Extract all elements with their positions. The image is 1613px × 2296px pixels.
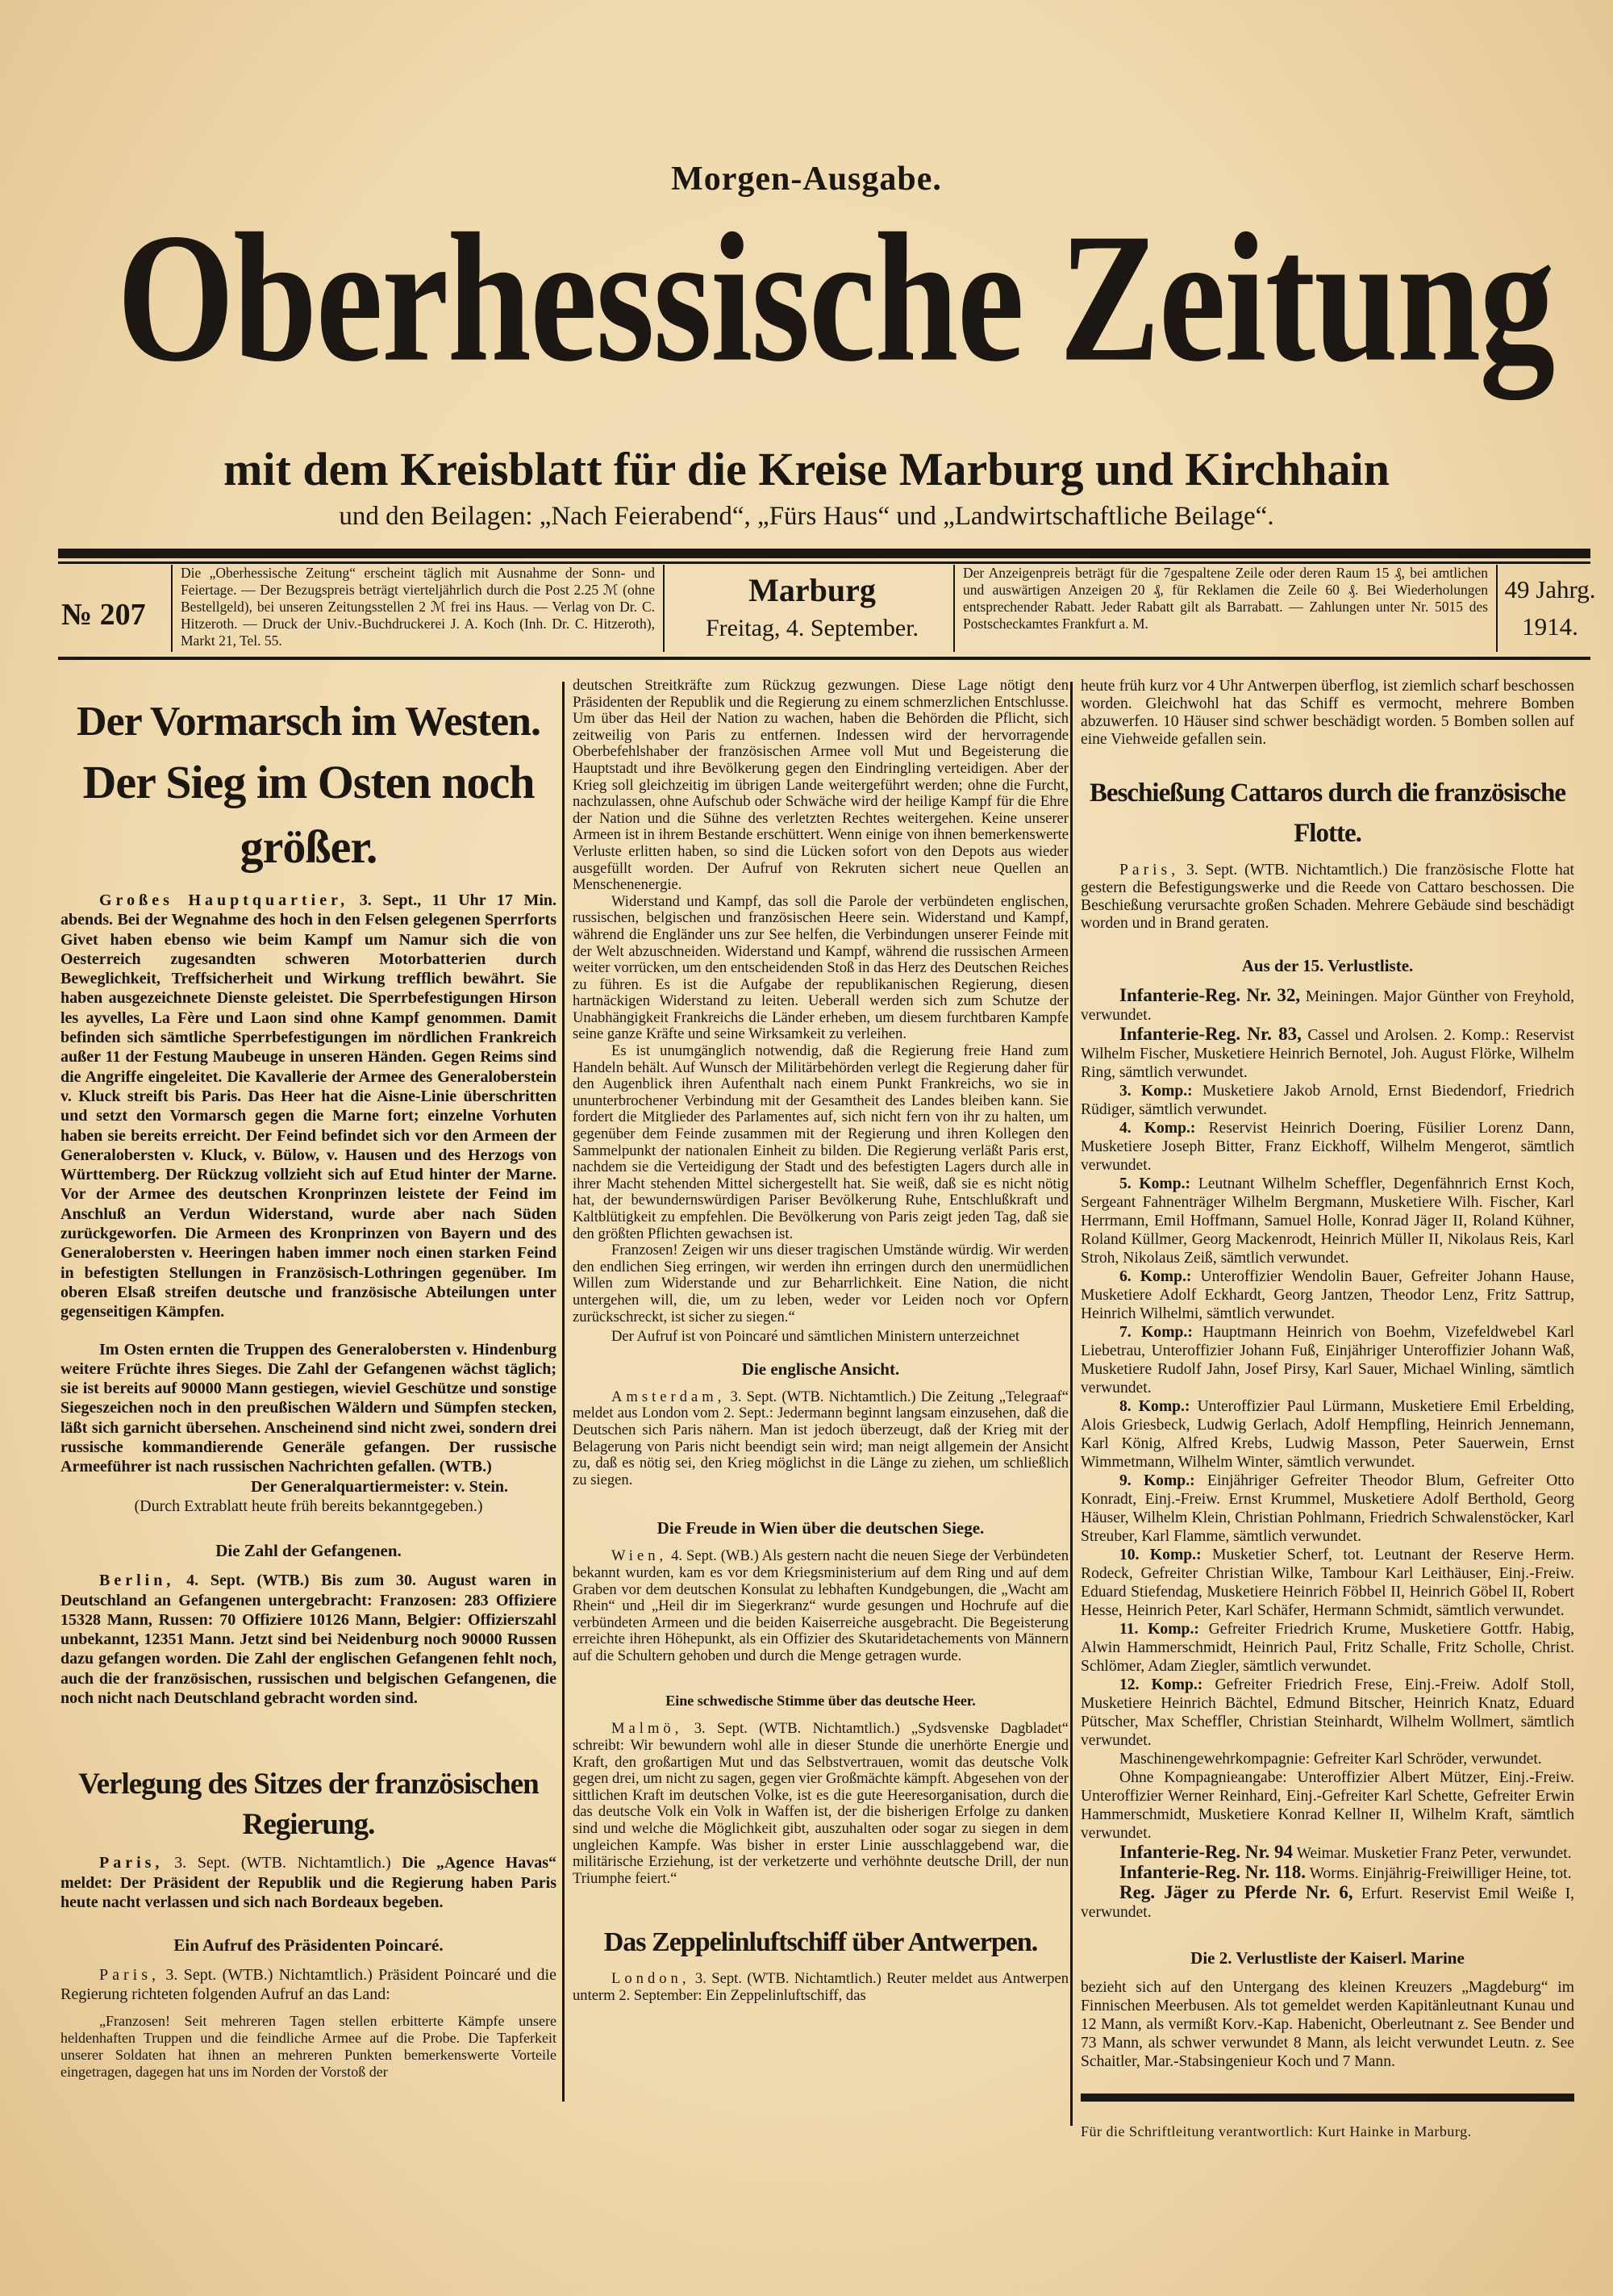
dateline: Malmö, [611,1720,683,1738]
newspaper-title-text: Oberhessische Zeitung [117,195,1554,400]
paragraph-text: 3. Sept. (WTB. Nichtamtlich.) „Sydsvenske Dagbladet“ schreibt: Wir bewundern wohl alle in dieser Stunde die unerhörte Energie und Kraft, den großartigen Mut und das Selbstvertrauen, womit das deutsche Volk gegen drei, um nicht zu sagen, gegen vier Großmächte kämpft. Abgesehen von der sittlichen Kraft im deutschen Volke, ist es die gute Heeresorganisation, durch die das deutsche Volk ein Volk in Waffen ist, der die bisherigen Erfolge zu danken sind und welche die Möglichkeit gibt, auszuhalten oder sogar zu siegen in dem ungleichen Kampfe. Was bisher in erster Linie ausschlaggebend war, die militärische Erziehung, ist der verketzerte und verhöhnte deutsche Drill, der nun Triumphe feiert.“ [573,1720,1069,1887]
casualty-entry [1081,1676,1574,1750]
article-paragraph [1081,862,1574,933]
dateline: Paris, [99,1966,160,1985]
article-paragraph [573,1389,1069,1489]
paragraph-text: 3. Sept. (WTB. Nichtamtlich.) Die Zeitung „Telegraaf“ meldet aus London vom 2. Sept.: Jedermann beginnt langsam einzusehen, daß die Deutschen sich Paris nähern. Man ist jedoch überzeugt, daß der Krieg mit der Belagerung von Paris nicht beendigt sein wird; man neigt allgemein der Ansicht zu, daß es nötig sei, den Krieg möglichst in die Länge zu ziehen, um schließlich zu siegen. [573,1388,1069,1488]
newspaper-subtitle: mit dem Kreisblatt für die Kreise Marburg und Kirchhain [223,443,1390,495]
headline: Das Zeppelinluftschiff über Antwerpen. [603,1927,1038,1958]
paragraph-text: 3. Sept. (WTB.) Nichtamtlich.) Präsident Poincaré und die Regierung richteten folgenden Aufruf an das Land: [60,1966,556,2004]
casualty-entry [1081,1025,1574,1082]
casualty-entry [1081,1863,1574,1883]
dateline: Berlin, [99,1572,175,1590]
dateline: Großes Hauptquartier, [99,891,349,909]
article-paragraph [60,1571,556,1708]
paragraph-text: 3. Sept., 11 Uhr 17 Min. abends. Bei der Wegnahme des hoch in den Felsen gelegenen Sperrforts Givet haben ebenso wie beim Kampf um Namur sich die von Oesterreich zugesandten schweren Motorbatterien durch Beweglichkeit, Treffsicherheit und Wirkung trefflich bewährt. Sie haben ausgezeichnete Dienste geleistet. Die Sperrbefestigungen Hirson les ayvelles, La Fère und Laon sind ohne Kampf genommen. Damit befinden sich sämtliche Sperrbefestigungen im nördlichen Frankreich außer 11 der Festung Maubeuge in unseren Händen. Gegen Reims sind die Angriffe eingeleitet. Die Kavallerie der Armee des Generaloberstein v. Kluck streift bis Paris. Das Heer hat die Aisne-Linie überschritten und setzt den Vormarsch gegen die Marne fort; einzelne Vorhuten haben sie bereits erreicht. Der Feind befindet sich vor den Armeen der Generalobersten v. Kluck, v. Bülow, v. Hausen und des Herzogs von Württemberg. Der Rückzug vollzieht sich auf Etud hinter der Marne. Vor der Armee des deutschen Kronprinzen leistete der Feind im Anschluß an Verdun Widerstand, wurde aber nach Süden zurückgeworfen. Die Armeen des Kronprinzen von Bayern und des Generalobersten v. Heeringen haben immer noch einen starken Feind in befestigten Stellungen in Französisch-Lothringen gegenüber. Im oberen Elsaß streifen deutsche und französische Abteilungen unter gegenseitigen Kämpfen. [60,891,556,1321]
article-paragraph: bezieht sich auf den Untergang des kleinen Kreuzers „Magdeburg“ im Finnischen Meerbusen. Als tot gemeldet werden Kapitänleutnant Kunau und 12 Mann, als vermißt Korv.-Kap. Habenicht, Oberleutnant z. See Bender und 73 Mann, als schwer verwundet 8 Mann, als leicht verwundet Leutn. z. See Schaitler, Mar.-Stabsingenieur Koch und 7 Mann. [1081,1979,1574,2070]
column-3 [1081,678,1574,2141]
casualty-entry [1081,1267,1574,1323]
info-bar [58,565,1596,653]
signature: Der Generalquartiermeister: v. Stein. [251,1477,508,1496]
entry-text: Unteroffizier Wendolin Bauer, Gefreiter Johann Hause, Musketiere Adolf Eckhardt, Georg Jantzen, Theodor Lenz, Fritz Sattrup, Heinrich Wilhelmi, sämtlich verwundet. [1081,1268,1574,1322]
entry-text: Meiningen. Major Günther von Freyhold, verwundet. [1081,988,1574,1024]
entry-text: Maschinengewehrkompagnie: Gefreiter Karl Schröder, verwundet. [1119,1751,1542,1768]
entry-text: Gefreiter Friedrich Frese, Einj.-Freiw. Adolf Stoll, Musketiere Heinrich Bächtel, Edmund Bitscher, Heinrich Knatz, Eduard Pütscher, Max Scheffler, Christian Steinhardt, Wilhelm Wollmert, sämtlich verwundet. [1081,1676,1574,1749]
article-paragraph [60,891,556,1322]
entry-text: Erfurt. Reservist Emil Weiße I, verwundet. [1081,1885,1574,1921]
entry-text: Musketier Scherf, tot. Leutnant der Reserve Herm. Rodeck, Gefreiter Christian Wilke, Tambour Karl Leithäuser, Einj.-Freiw. Eduard Stiefendag, Musketiere Heinrich Föbbel II, Heinrich Göbel II, Robert Hesse, Heinrich Peter, Karl Schäfer, Hermann Schmidt, sämtlich verwundet. [1081,1547,1574,1619]
entry-lead: 9. Komp.: [1119,1472,1195,1489]
entry-lead: Reg. Jäger zu Pferde Nr. 6, [1119,1882,1353,1902]
subheadline: Ein Aufruf des Präsidenten Poincaré. [173,1935,444,1956]
entry-lead: 4. Komp.: [1119,1120,1196,1137]
casualty-entry [1081,1843,1574,1863]
entry-text: Gefreiter Friedrich Krume, Musketiere Gottfr. Habig, Alwin Hammerschmidt, Heinrich Paul, Fritz Schalle, Fritz Scholle, Christ. Schlömer, Adam Ziegler, sämtlich verwundet. [1081,1621,1574,1675]
subheadline: Die englische Ansicht. [741,1359,900,1379]
dateline: Wien, [611,1547,668,1565]
casualty-entry [1081,986,1574,1025]
entry-lead: 3. Komp.: [1119,1083,1193,1100]
entry-lead: Infanterie-Reg. Nr. 94 [1119,1842,1294,1862]
paragraph-text: 4. Sept. (WB.) Als gestern nacht die neuen Siege der Verbündeten bekannt wurden, kam es vor dem Kriegsministerium auf dem Ring und auf dem Graben vor dem deutschen Konsulat zu lebhaften Kundgebungen, die „Wacht am Rhein“ und „Heil dir im Siegerkranz“ wurde gesungen und Hochrufe auf die verbündeten Armeen und die beiden Kaiserreiche ausgebracht. Die Begeisterung erreichte ihren Höhepunkt, als ein Offizier des Skutaridetachements von Männern auf die Schultern gehoben und durch die Menge getragen wurde. [573,1547,1069,1664]
closing-rule [1081,2094,1574,2102]
dateline: London, [611,1970,690,1988]
casualty-entry [1081,1620,1574,1676]
entry-text: Einjähriger Gefreiter Theodor Blum, Gefreiter Otto Konradt, Einj.-Freiw. Ernst Krummel, Musketiere Adolf Berthold, Georg Häuser, Wilhelm Klein, Christian Pohlmann, Friedrich Schwalenstöcker, Karl Streuber, Karl Flamme, sämtlich verwundet. [1081,1472,1574,1545]
masthead-rule [58,549,1590,558]
subheadline: Aus der 15. Verlustliste. [1241,956,1414,975]
editor-credit: Für die Schriftleitung verantwortlich: Kurt Hainke in Marburg. [1081,2123,1472,2139]
casualty-entry [1081,1175,1574,1267]
headline: Der Sieg im Osten noch größer. [82,756,535,873]
entry-text: Unteroffizier Paul Lürmann, Musketiere Emil Erbelding, Alois Griesbeck, Ludwig Gerlach, Adolf Hempfling, Heinrich Jennemann, Karl König, Alfred Krebs, Ludwig Masson, Peter Sauerwein, Ernst Wimmetmann, Wilhelm Winter, sämtlich verwundet. [1081,1398,1574,1471]
dateline: Amsterdam, [611,1388,726,1405]
article-paragraph: Der Aufruf ist von Poincaré und sämtlichen Ministern unterzeichnet [611,1328,1020,1346]
entry-lead: 12. Komp.: [1119,1676,1203,1693]
entry-lead: 5. Komp.: [1119,1175,1191,1192]
entry-text: Ohne Kompagnieangabe: Unteroffizier Albert Mützer, Einj.-Freiw. Unteroffizier Werner Reinhard, Einj.-Gefreiter Karl Schette, Gefreiter Erwin Hammerschmidt, Musketiere Konrad Kellner II, Wilhelm Kraft, sämtlich verwundet. [1081,1769,1574,1842]
article-paragraph [573,1971,1069,2004]
casualty-entry [1081,1082,1574,1119]
headline: Verlegung des Sitzes der französischen Regierung. [78,1768,539,1842]
article-paragraph: Es ist unumgänglich notwendig, daß die Regierung freie Hand zum Handeln behält. Auf Wunsch der Militärbehörden verlegt die Regierung daher für den Augenblick ihren Aufenthalt nach einem Punkt Frankreichs, wo sie in ununterbrochener Verbindung mit der Gesamtheit des Landes bleiben kann. Sie fordert die Mitglieder des Parlamentes auf, sich nicht fern von ihr zu halten, um gegenüber dem Feinde zusammen mit der Regierung und ihren Kollegen den Sammelpunkt der nationalen Einheit zu bilden. Die Regierung verläßt Paris erst, nachdem sie die Verteidigung der Stadt und des befestigten Lagers durch alle in ihrer Macht stehenden Mittel sichergestellt hat. Sie weiß, daß sie es nicht nötig hat, der bewundernswürdigen Pariser Bevölkerung Ruhe, Entschlußkraft und Kaltblütigkeit zu empfehlen. Die Bevölkerung von Paris zeigt jeden Tag, daß sie den größten Pflichten gewachsen ist. [573,1042,1069,1242]
subscription-info: Die „Oberhessische Zeitung“ erscheint täglich mit Ausnahme der Sonn- und Feiertage. — Der Bezugspreis beträgt vierteljährlich durch die Post 2.25 ℳ (ohne Bestellgeld), bei unseren Zeitungsstellen 2 ℳ frei ins Haus. — Verlag von Dr. C. Hitzeroth. — Druck der Univ.-Buchdruckerei J. A. Koch (Inh. Dr. C. Hitzeroth), Markt 21, Tel. 55. [171,565,665,652]
paragraph-text: 3. Sept. (WTB. Nichtamtlich.) Die französische Flotte hat gestern die Befestigungswerke und die Reede von Cattaro beschossen. Die Beschießung verursachte großen Schaden. Mehrere Gebäude sind beschädigt worden und in Brand geraten. [1081,862,1574,932]
volume-info [1502,571,1598,645]
entry-text: Musketiere Jakob Arnold, Ernst Biedendorf, Friedrich Rüdiger, sämtlich verwundet. [1081,1083,1575,1118]
paragraph-text: Die „Agence Havas“ meldet: Der Präsident der Republik und die Regierung haben Paris heute nacht verlassen und sich nach Bordeaux begeben. [60,1854,556,1911]
entry-text: Reservist Heinrich Doering, Füsilier Lorenz Dann, Musketiere Joseph Bitter, Franz Eickhoff, Wilhelm Mengerot, sämtlich verwundet. [1081,1120,1574,1174]
entry-lead: 11. Komp.: [1119,1621,1199,1638]
subheadline: Eine schwedische Stimme über das deutsche Heer. [665,1693,976,1709]
casualty-list [1081,986,1574,1922]
subheadline: Die Freude in Wien über die deutschen Siege. [656,1518,985,1538]
entry-lead: Infanterie-Reg. Nr. 32, [1119,985,1301,1005]
column-1 [60,678,556,2081]
newspaper-supplements: und den Beilagen: „Nach Feierabend“, „Fürs Haus“ und „Landwirtschaftliche Beilage“. [339,502,1274,531]
entry-lead: Infanterie-Reg. Nr. 118. [1119,1862,1307,1882]
column-divider [1070,682,1073,2126]
column-divider [562,682,565,2102]
article-paragraph: Widerstand und Kampf, das soll die Parole der verbündeten englischen, russischen, belgischen und französischen Heere sein. Widerstand und Kampf, während die Engländer uns zur See helfen, die Verbindungen unserer Feinde mit der Welt abzuschneiden. Widerstand und Kampf, während die russischen Armeen weiter vorrücken, um den entscheidenden Stoß in das Herz des Deutschen Reiches zu führen. Es ist die Aufgabe der republikanischen Regierung, diesen hartnäckigen Widerstand zu leiten. Ueberall werden sich zum Schutze der Unabhängigkeit Frankreichs die Länder erheben, um diesem furchtbaren Kampfe seine ganze Kräfte und seine Wirksamkeit zu verleihen. [573,892,1069,1043]
casualty-entry [1081,1750,1574,1768]
issue-date: Freitag, 4. September. [705,615,919,641]
column-2 [573,678,1069,2005]
entry-lead: Infanterie-Reg. Nr. 83, [1119,1024,1302,1044]
article-paragraph [573,1548,1069,1664]
article-paragraph: deutschen Streitkräfte zum Rückzug gezwungen. Diese Lage nötigt den Präsidenten der Republik und die Regierung zu einem schmerzlichen Entschlusse. Um über das Heil der Nation zu wachen, haben die Behörden die Pflicht, sich zeitweilig von Paris zu entfernen. Indessen wird der hervorragende Oberbefehlshaber der französischen Armee voll Mut und Begeisterung die Hauptstadt und ihre Bevölkerung gegen den Eindringling verteidigen. Aber der Krieg soll gleichzeitig im übrigen Lande weitergeführt werden; ohne die Furcht, nachzulassen, ohne Aufschub oder Schwäche wird der heilige Kampf für die Ehre der Nation und die Sühne des verletzten Rechtes weitergehen. Keine unserer Armeen ist in ihrem Bestande erschüttert. Wenn einige von ihnen bemerkenswerte Verluste erlitten haben, so sind die Lücken sofort von den Depots aus wieder ausgefüllt worden. Der Aufruf von Rekruten sichert neue Quellen an Menschenenergie. [573,677,1069,894]
newspaper-title [0,195,1613,400]
entry-lead: 6. Komp.: [1119,1268,1192,1285]
paragraph-text: 3. Sept. (WTB. Nichtamtlich.) [163,1854,402,1872]
casualty-entry [1081,1768,1574,1843]
entry-lead: 8. Komp.: [1119,1398,1190,1415]
issue-number: № 207 [61,598,146,632]
paragraph-text: 4. Sept. (WTB.) Bis zum 30. August waren in Deutschland an Gefangenen untergebracht: Franzosen: 283 Offiziere 15328 Mann, Russen: 70 Offiziere 10126 Mann, Belgier: Offizierszahl unbekannt, 12351 Mann. Jetzt sind bei Neidenburg noch 90000 Russen dazu gefangen worden. Die Zahl der englischen Gefangenen fehlt noch, auch die der französischen, russischen und belgischen Gefangenen, die noch nicht nach Deutschland gebracht worden sind. [60,1572,556,1707]
entry-text: Hauptmann Heinrich von Boehm, Vizefeldwebel Karl Liebetrau, Unteroffizier Johann Fuß, Einjähriger Unteroffizier Johann Waß, Musketiere Rudolf Jahn, Josef Pirsy, Karl Sauer, Michael Winling, sämtlich verwundet. [1081,1324,1574,1396]
headline: Beschießung Cattaros durch die französische Flotte. [1089,779,1566,848]
article-paragraph [60,1965,556,2005]
paragraph-text: 3. Sept. (WTB. Nichtamtlich.) Reuter meldet aus Antwerpen unterm 2. September: Ein Zeppelinluftschiff, das [573,1970,1069,2004]
entry-text: Worms. Einjährig-Freiwilliger Heine, tot. [1306,1865,1572,1882]
article-paragraph [573,1721,1069,1887]
casualty-entry [1081,1883,1574,1922]
casualty-entry [1081,1472,1574,1546]
entry-text: Cassel und Arolsen. 2. Komp.: Reservist Wilhelm Fischer, Musketiere Heinrich Bernotel, Joh. August Flörke, Wilhelm Ring, sämtlich verwundet. [1081,1027,1574,1081]
dateline: Paris, [1119,862,1180,879]
entry-lead: 10. Komp.: [1119,1547,1202,1563]
article-paragraph: „Franzosen! Seit mehreren Tagen stellen erbitterte Kämpfe unsere heldenhaften Truppen und die feindliche Armee auf die Probe. Die Tapferkeit unserer Soldaten hat ihnen an mehreren Punkten bemerkenswerte Vorteile eingetragen, dagegen hat uns im Norden der Vorstoß der [60,2012,556,2080]
subheadline: Die 2. Verlustliste der Kaiserl. Marine [1190,1948,1465,1968]
article-paragraph [60,1853,556,1912]
dateline: Paris, [99,1854,164,1872]
subheadline: Die Zahl der Gefangenen. [215,1541,402,1561]
infobar-rule [58,657,1590,660]
note: (Durch Extrablatt heute früh bereits bekanntgegeben.) [134,1497,483,1515]
headline: Der Vormarsch im Westen. [77,699,540,745]
place-label: Marburg [748,572,876,608]
entry-lead: 7. Komp.: [1119,1324,1193,1341]
casualty-entry [1081,1546,1574,1620]
article-paragraph: Im Osten ernten die Truppen des Generalobersten v. Hindenburg weitere Früchte ihres Sieges. Die Zahl der Gefangenen wächst täglich; sie ist bereits auf 90000 Mann gestiegen, wieviel Geschütze und sonstige Siegeszeichen noch in den preußischen Wäldern und Sümpfen stecken, läßt sich garnicht übersehen. Anscheinend sind nicht zwei, sondern drei russische kommandierende Generäle gefangen. Der russische Armeeführer ist nach russischen Nachrichten gefallen. (WTB.) [60,1340,556,1476]
entry-text: Leutnant Wilhelm Scheffler, Degenfähnrich Ernst Koch, Sergeant Fahnenträger Wilhelm Bergmann, Musketiere Wilh. Fischer, Karl Herrmann, Emil Hoffmann, Samuel Holle, Konrad Jäger II, Roland Kühner, Roland Küllmer, Georg Mackenrodt, Heinrich Müller II, Nikolaus Reis, Karl Stroh, Nikolaus Zeiß, sämtlich verwundet. [1081,1175,1574,1267]
casualty-entry [1081,1323,1574,1397]
masthead-rule-thin [58,561,1590,564]
edition-label: Morgen-Ausgabe. [671,161,942,198]
volume-year: 1914. [1522,612,1578,641]
article-paragraph: heute früh kurz vor 4 Uhr Antwerpen überflog, ist ziemlich scharf beschossen worden. Gleichwohl hat das Schiff es vermocht, mehrere Bomben abzuwerfen. 10 Häuser sind schwer beschädigt worden. 5 Bomben sollen auf eine Viehweide gefallen sein. [1081,678,1574,748]
entry-text: Weimar. Musketier Franz Peter, verwundet. [1293,1845,1572,1862]
casualty-entry [1081,1119,1574,1175]
advertising-info: Der Anzeigenpreis beträgt für die 7gespaltene Zeile oder deren Raum 15 ₰, bei amtlichen und auswärtigen Anzeigen 20 ₰, für Reklamen die Zeile 60 ₰. Bei Wiederholungen entsprechender Rabatt. Jeder Rabatt gilt als Barrabatt. — Zahlungen unter Nr. 5015 des Postscheckamtes Frankfurt a. M. [953,565,1498,652]
article-paragraph: Franzosen! Zeigen wir uns dieser tragischen Umstände würdig. Wir werden den endlichen Sieg erringen, wir werden ihn erringen durch den unermüdlichen Willen zum Widerstande und zur Beharrlichkeit. Eine Nation, die nicht untergehen will, die, um zu leben, weder vor Leiden noch vor Opfern zurückschreckt, ist sicher zu siegen.“ [573,1242,1069,1325]
casualty-entry [1081,1397,1574,1472]
volume-number: 49 Jahrg. [1504,575,1596,603]
